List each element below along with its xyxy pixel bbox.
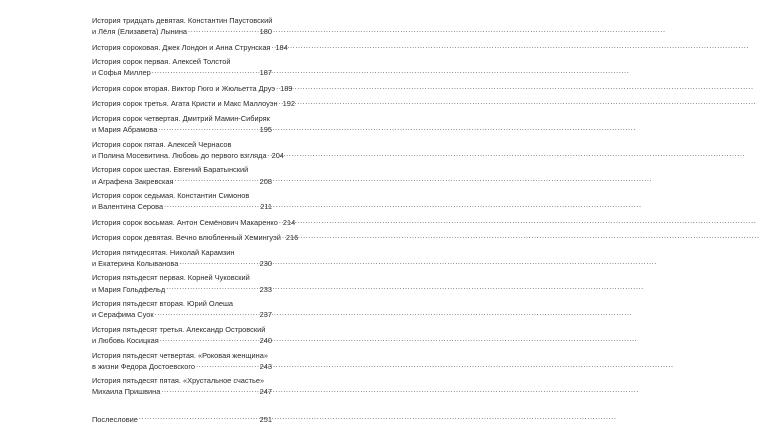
dot-leader [278, 98, 282, 106]
dot-leader [178, 258, 258, 266]
dot-leader [281, 232, 285, 240]
toc-line [92, 176, 272, 187]
page-number: 214 [282, 217, 296, 227]
toc-line [92, 201, 272, 212]
toc-entry-text: в жизни Федора Достоевского [92, 361, 195, 371]
toc-entry-text: История сорок вторая. Виктор Гюго и Жюльетта Друэ [92, 83, 276, 93]
page-number: 187 [259, 68, 272, 78]
toc-entry[interactable] [92, 325, 272, 346]
page-number: 184 [275, 42, 288, 52]
page-number: 192 [282, 99, 295, 109]
dot-leader [157, 124, 258, 132]
toc-entry[interactable] [92, 232, 299, 243]
toc-line [92, 386, 272, 397]
dot-leader [275, 83, 279, 91]
toc-line [92, 361, 272, 372]
toc-entry[interactable] [92, 98, 295, 109]
toc-entry-text: История сорок восьмая. Антон Семёнович Макаренко [92, 217, 278, 227]
toc-line [92, 83, 293, 94]
toc-line [92, 258, 272, 269]
page-number: 251 [259, 414, 272, 424]
toc-entry[interactable] [92, 139, 284, 161]
toc-entry[interactable] [92, 248, 272, 269]
toc-entry[interactable] [92, 83, 293, 94]
dot-leader [160, 386, 258, 394]
toc-entry-text: История сорок шестая. Евгений Баратынский [92, 165, 249, 175]
page-number: 211 [260, 202, 272, 212]
toc-entry[interactable] [92, 273, 272, 294]
toc-line [92, 284, 272, 295]
toc-entry[interactable] [92, 16, 272, 37]
page-number: 180 [259, 27, 272, 37]
toc-entry-text: Михаила Пришвина [92, 387, 161, 397]
toc-entry[interactable] [92, 114, 272, 135]
toc-line [92, 414, 272, 425]
toc-entry-text: История пятьдесят вторая. Юрий Олеша [92, 299, 234, 309]
toc-line [92, 124, 272, 135]
toc-entry-afterword[interactable] [92, 414, 272, 425]
page-number: 230 [259, 258, 272, 268]
toc-entry-text: и Мария Абрамова [92, 125, 158, 135]
dot-leader [278, 217, 282, 225]
table-of-contents [92, 16, 299, 429]
toc-line [92, 309, 272, 320]
toc-line [92, 98, 295, 109]
toc-entry-text: История пятьдесят третья. Александр Островский [92, 324, 266, 334]
toc-entry-text: История пятьдесят четвертая. «Роковая женщина» [92, 350, 268, 360]
toc-entry-text: История сорок седьмая. Константин Симонов [92, 191, 250, 201]
toc-entry[interactable] [92, 42, 288, 53]
toc-line [92, 150, 284, 161]
toc-entry[interactable] [92, 191, 272, 212]
toc-line [92, 335, 272, 346]
page-number: 240 [259, 336, 272, 346]
toc-entry[interactable] [92, 351, 272, 372]
toc-entry-text: Послесловие [92, 414, 138, 424]
toc-entry-text: и Валентина Серова [92, 202, 164, 212]
toc-line [92, 217, 296, 228]
dot-leader [187, 26, 259, 34]
page-number: 216 [285, 233, 299, 243]
dot-leader [267, 150, 271, 158]
toc-entry[interactable] [92, 217, 296, 228]
page-number: 247 [259, 387, 272, 397]
page-number: 204 [271, 150, 284, 160]
toc-entry-text: и Аграфена Закревская [92, 176, 174, 186]
dot-leader [270, 42, 274, 50]
toc-entry-text: и Полина Мосевитина. Любовь до первого взгляда [92, 150, 267, 160]
dot-leader [151, 67, 259, 75]
dot-leader [159, 335, 259, 343]
toc-entry-text: История пятьдесят первая. Корней Чуковский [92, 273, 250, 283]
toc-entry-text: и Серафима Суок [92, 310, 154, 320]
dot-leader [165, 284, 258, 292]
toc-entry-text: История сорок третья. Агата Кристи и Макс Маллоуэн [92, 99, 278, 109]
toc-entry[interactable] [92, 57, 272, 78]
toc-entry-text: и Любовь Косицкая [92, 336, 159, 346]
page-number: 243 [259, 361, 272, 371]
toc-entry-text: История пятьдесят пятая. «Хрустальное счастье» [92, 376, 265, 386]
toc-line [92, 26, 272, 37]
dot-leader [154, 309, 259, 317]
page-number: 195 [259, 125, 272, 135]
toc-entry[interactable] [92, 165, 272, 186]
toc-entry-text: История пятидесятая. Николай Карамзин [92, 247, 235, 257]
toc-entry-text: История сороковая. Джек Лондон и Анна Струнская [92, 42, 271, 52]
toc-line [92, 67, 272, 78]
toc-entry-text: и Софья Миллер [92, 68, 151, 78]
page-number: 189 [280, 83, 293, 93]
dot-leader [163, 201, 259, 209]
toc-entry-text: История сорок девятая. Вечно влюбленный Хемингуэй [92, 233, 281, 243]
toc-entry[interactable] [92, 299, 272, 320]
toc-entry-text: и Мария Гольдфельд [92, 284, 166, 294]
dot-leader [195, 361, 259, 369]
toc-entry-text: и Екатерина Колыванова [92, 258, 179, 268]
toc-line [92, 42, 288, 53]
toc-entry[interactable] [92, 376, 272, 397]
dot-leader [174, 176, 259, 184]
toc-entry-text: История тридцать девятая. Константин Паустовский [92, 16, 273, 25]
toc-line [92, 140, 272, 150]
page-number: 233 [259, 284, 272, 294]
toc-entry-text: История сорок пятая. Алексей Чернасов [92, 139, 232, 149]
toc-entry-text: История сорок первая. Алексей Толстой [92, 57, 231, 67]
toc-line [92, 232, 299, 243]
toc-entry-text: и Лёля (Елизавета) Лынина [92, 27, 188, 37]
page-number: 208 [259, 176, 272, 186]
page-number: 237 [259, 310, 272, 320]
toc-entry-text: История сорок четвертая. Дмитрий Мамин-Сибиряк [92, 113, 270, 123]
dot-leader [138, 414, 259, 422]
